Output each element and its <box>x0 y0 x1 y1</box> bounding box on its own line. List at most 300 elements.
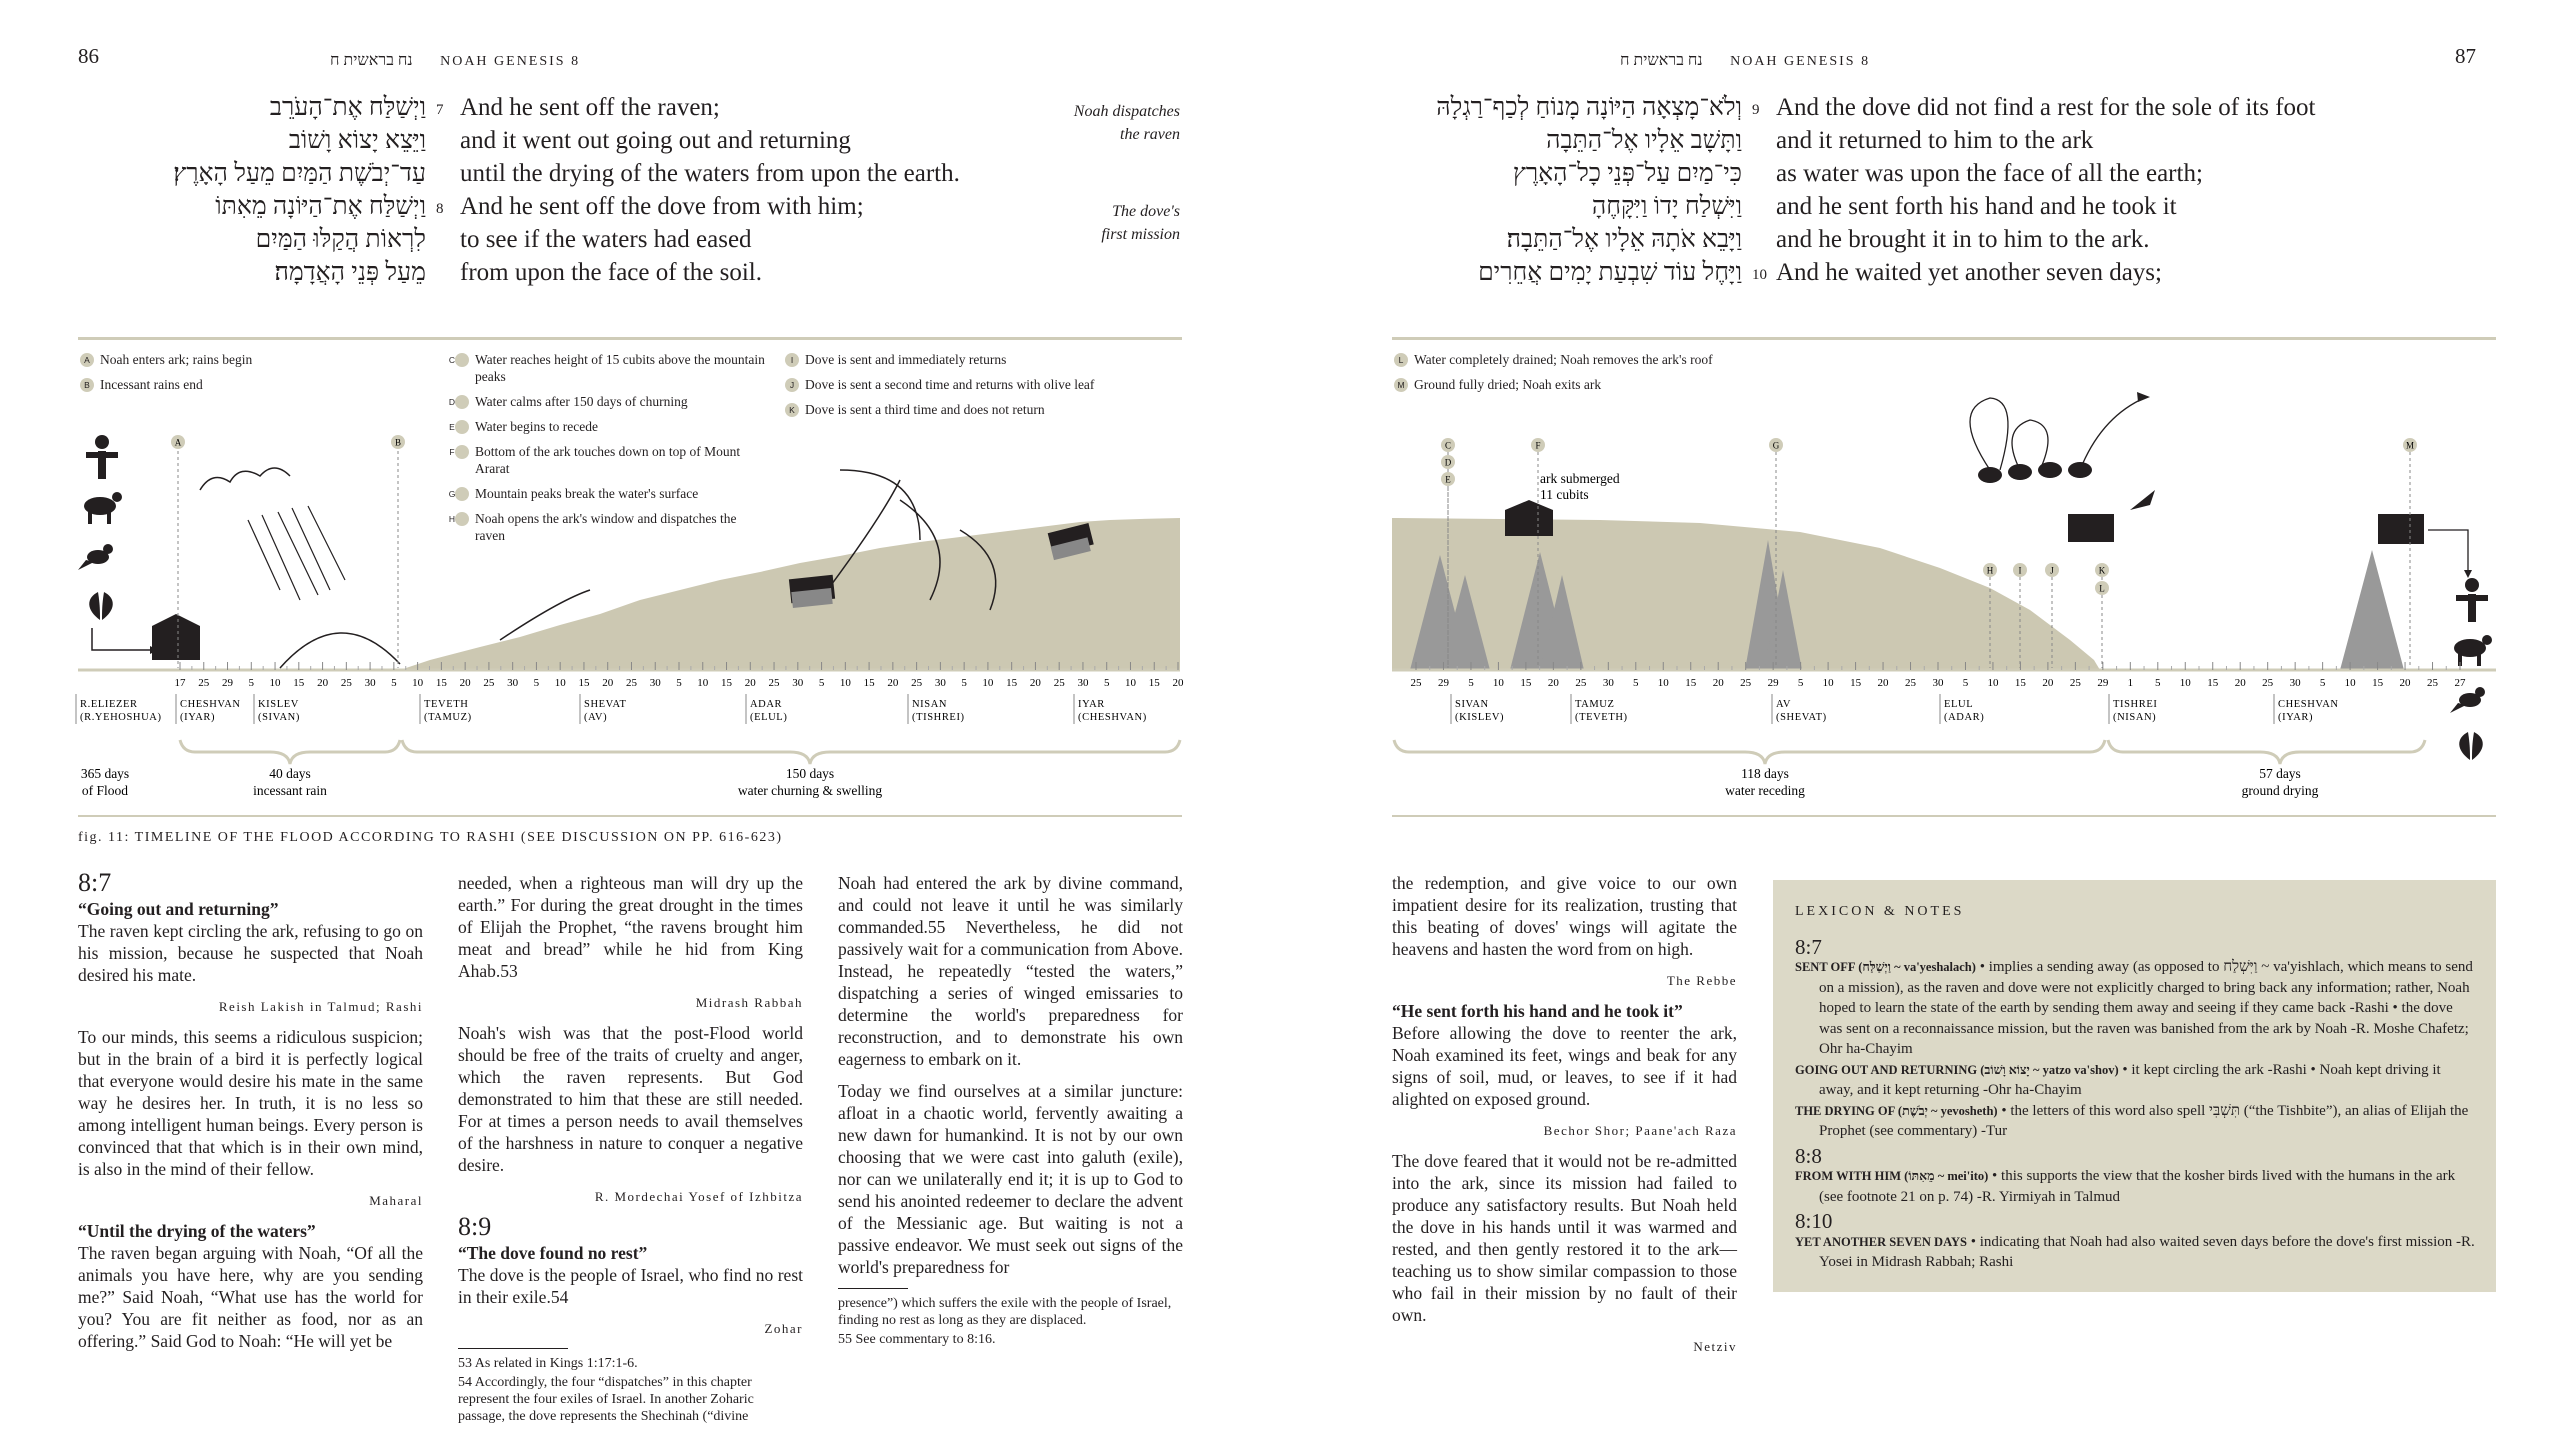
legend-text: Dove is sent a second time and returns with olive leaf <box>805 377 1095 392</box>
tick-label: 20 <box>1712 677 1724 689</box>
tick-label: 30 <box>1077 677 1089 689</box>
tick-label: 30 <box>1932 677 1944 689</box>
tick-label: 5 <box>1103 677 1110 689</box>
verse-english: and it went out going out and returning <box>460 127 851 154</box>
bird-icon <box>78 544 113 570</box>
month-label-alt: (NISAN) <box>2113 712 2157 723</box>
tick-label: 10 <box>1492 677 1504 689</box>
flood-timeline-left <box>0 420 1190 810</box>
header-hebrew: נח בראשית ח <box>330 52 413 69</box>
marker-label: C <box>1444 440 1452 451</box>
tick-label: 15 <box>2207 677 2219 689</box>
lexicon-box <box>1773 880 2496 1292</box>
commentary-column-1 <box>78 868 423 1362</box>
tick-label: 10 <box>1657 677 1669 689</box>
span-label: 57 days <box>2259 766 2301 781</box>
footnote-rule <box>838 1288 908 1289</box>
side-note-line: the raven <box>1120 126 1180 143</box>
verse-number: 10 <box>1752 267 1767 283</box>
span-brace-churning <box>402 740 1180 764</box>
lexicon-term: YET ANOTHER SEVEN DAYS <box>1795 1234 1967 1249</box>
legend-dot: D <box>455 395 469 409</box>
tick-label: 15 <box>1520 677 1532 689</box>
legend-text: Bottom of the ark touches down on top of Mount Ararat <box>475 444 741 476</box>
marker-label: L <box>2099 583 2105 594</box>
figure-top-rule <box>78 337 1182 340</box>
verse-reference: 8:9 <box>458 1212 492 1241</box>
verse-english: and he sent forth his hand and he took it <box>1776 193 2177 220</box>
rain-cloud <box>200 468 290 490</box>
tick-label: 25 <box>198 677 210 689</box>
legend-text: Incessant rains end <box>100 377 203 392</box>
span-brace-drying <box>2108 740 2425 764</box>
lexicon-definition: • the letters of this word also spell תִּשְׁבִּי (“the Tishbite”), an alias of Elijah the Prophet (see commentary) -Tur <box>1819 1102 2469 1139</box>
arrow-head <box>2464 570 2472 578</box>
legend-text: Noah opens the ark's window and dispatches the raven <box>475 511 737 543</box>
marker-label: D <box>1444 457 1452 468</box>
commentary-paragraph: Today we find ourselves at a similar juncture: afloat in a chaotic world, fervently awaiting a new dawn for humankind. It is not by our own choosing that we were cast into galuth (exile), nor can we unilaterally end it; it is up to God to send his anointed redeemer to declare the advent of the Messianic age. But waiting is not a passive endeavor. We must seek out signs of the world's preparedness for <box>838 1081 1183 1277</box>
source-attribution: R. Mordechai Yosef of Izhbitza <box>594 1189 803 1204</box>
tick-label: 20 <box>602 677 614 689</box>
commentary-heading: “Going out and returning” <box>78 899 279 919</box>
tick-label: 15 <box>1850 677 1862 689</box>
tick-label: 29 <box>1767 677 1779 689</box>
tick-label: 25 <box>1905 677 1917 689</box>
commentary-paragraph: The raven kept circling the ark, refusing to go on his mission, because he suspected that Noah desired his mate. <box>78 921 423 985</box>
tick-label: 15 <box>435 677 447 689</box>
tick-label: 5 <box>1797 677 1804 689</box>
figure-bottom-rule <box>1392 815 2496 817</box>
verse-hebrew: וְלֹא־מָצְאָה הַיּוֹנָה מָנוֹחַ לְכַף־רַגְלָהּ <box>1436 94 1742 121</box>
month-label: CHESHVAN <box>180 699 241 710</box>
human-icon <box>2456 578 2488 622</box>
footnotes <box>838 1295 1183 1348</box>
legend-dot: H <box>455 512 469 526</box>
legend-dot: E <box>455 420 469 434</box>
source-attribution: Reish Lakish in Talmud; Rashi <box>218 999 423 1014</box>
tick-label: 25 <box>1410 677 1422 689</box>
verse-number: 8 <box>436 201 444 217</box>
human-icon <box>86 435 118 479</box>
tick-label: 15 <box>721 677 733 689</box>
lexicon-entry <box>1795 1101 2475 1142</box>
tick-label: 5 <box>248 677 255 689</box>
figure-caption: fig. 11: TIMELINE OF THE FLOOD ACCORDING TO RASHI (SEE DISCUSSION ON PP. 616-623) <box>78 830 783 845</box>
tick-label: 20 <box>887 677 899 689</box>
span-label: 150 days <box>785 766 835 781</box>
tick-label: 15 <box>293 677 305 689</box>
lexicon-entry <box>1795 957 2475 1060</box>
header-latin: NOAH GENESIS 8 <box>440 54 581 69</box>
tick-label: 5 <box>391 677 397 689</box>
verse-hebrew: עַד־יְבֹשֶׁת הַמַּיִם מֵעַל הָאָרֶץ׃ <box>173 160 426 187</box>
span-brace-rain <box>180 740 400 764</box>
tick-label: 10 <box>982 677 994 689</box>
ark-icon <box>1505 500 1553 536</box>
exit-arrow <box>2428 530 2468 570</box>
span-label: incessant rain <box>253 783 327 798</box>
verse-english: from upon the face of the soil. <box>460 259 762 286</box>
marker-label: H <box>1986 565 1994 576</box>
column-body <box>838 872 1183 1278</box>
verse-english: And he waited yet another seven days; <box>1776 259 2162 286</box>
ark-submerged-label: 11 cubits <box>1540 487 1589 502</box>
tick-label: 30 <box>2289 677 2301 689</box>
month-label: TEVETH <box>424 699 469 710</box>
source-attribution: Midrash Rabbah <box>695 995 803 1010</box>
verse-english: and he brought it in to him to the ark. <box>1776 226 2150 253</box>
lexicon-term: THE DRYING OF (יְבֹשֶׁת ~ yevosheth) <box>1795 1103 1998 1118</box>
verse-hebrew: וַיְשַׁלַּח אֶת־הַיּוֹנָה מֵאִתּוֹ <box>215 193 426 220</box>
tick-label: 25 <box>625 677 637 689</box>
month-label-alt: (ELUL) <box>750 712 788 723</box>
tick-label: 30 <box>934 677 946 689</box>
span-label: of Flood <box>81 783 129 798</box>
footnote-rule <box>458 1348 568 1349</box>
tick-label: 15 <box>1006 677 1018 689</box>
month-label: ADAR <box>750 699 783 710</box>
water-mass <box>1392 518 2100 670</box>
tick-label: 10 <box>412 677 424 689</box>
legend-text: Noah enters ark; rains begin <box>100 352 253 367</box>
tick-label: 5 <box>2319 677 2326 689</box>
bird-icons <box>1978 462 2155 510</box>
footnote: 55 See commentary to 8:16. <box>838 1332 996 1347</box>
lexicon-entry <box>1795 1060 2475 1101</box>
month-label: R.ELIEZER <box>80 699 138 710</box>
commentary-heading: “He sent forth his hand and he took it” <box>1392 1001 1683 1021</box>
ark-icon <box>152 614 200 660</box>
month-label-alt: (IYAR) <box>2278 712 2314 723</box>
tick-label: 10 <box>1124 677 1136 689</box>
footnote: 53 As related in Kings 1:17:1-6. <box>458 1356 638 1371</box>
commentary-paragraph: Noah's wish was that the post-Flood world should be free of the traits of cruelty and anger, which the raven represents. But God demonstrated to him that these are still needed. For at times a person needs to avail themselves of the harshness in nature to conquer a negative desire. <box>458 1023 803 1175</box>
month-label: TISHREI <box>2113 699 2158 710</box>
tick-label: 25 <box>2427 677 2439 689</box>
column-body <box>458 872 803 1340</box>
legend-col-3 <box>785 351 1185 426</box>
ark-icon <box>2068 514 2114 542</box>
commentary-paragraph: The dove is the people of Israel, who find no rest in their exile.54 <box>458 1265 803 1307</box>
page-number-left: 86 <box>78 44 99 68</box>
marker-label-a: A <box>174 437 182 448</box>
lexicon-entry <box>1795 1166 2475 1207</box>
commentary-paragraph: To our minds, this seems a ridiculous suspicion; but in the brain of a bird it is perfectly logical that everyone would desire his mate in the same way he desires her. In truth, it is no less so among intelligent human beings. Every person is convinced that that which is in their own mind, is also in the mind of their fellow. <box>78 1027 423 1179</box>
tick-label: 15 <box>2372 677 2384 689</box>
animal-icon <box>84 492 122 524</box>
lexicon-term: GOING OUT AND RETURNING (יָצוֹא וָשׁוֹב ~ yatzo va'shov) <box>1795 1062 2119 1077</box>
legend-dot: M <box>1394 378 1408 392</box>
tick-label: 5 <box>533 677 540 689</box>
tick-label: 1 <box>2127 677 2134 689</box>
span-label: ground drying <box>2241 783 2319 798</box>
commentary-heading: “Until the drying of the waters” <box>78 1221 316 1241</box>
tick-label: 10 <box>2344 677 2356 689</box>
legend-dot: C <box>455 353 469 367</box>
span-label: water churning & swelling <box>737 783 883 798</box>
span-brace-receding <box>1394 740 2105 764</box>
verse-english: until the drying of the waters from upon the earth. <box>460 160 960 187</box>
month-label: CHESHVAN <box>2278 699 2339 710</box>
legend-dot: K <box>785 403 799 417</box>
tick-label: 20 <box>1172 677 1184 689</box>
flood-timeline-right <box>1380 380 2520 810</box>
tick-label: 10 <box>1987 677 1999 689</box>
marker-label: M <box>2405 440 2415 451</box>
legend-dot: F <box>455 445 469 459</box>
tick-label: 25 <box>1575 677 1587 689</box>
tick-label: 25 <box>768 677 780 689</box>
verse-hebrew: וַיִּשְׁלַח יָדוֹ וַיִּקָּחֶהָ <box>1591 193 1742 220</box>
marker-label-b: B <box>394 437 402 448</box>
lexicon-definition: • this supports the view that the kosher birds lived with the humans in the ark (see footnote 21 on p. 74) -R. Yirmiyah in Talmud <box>1819 1168 2456 1205</box>
tick-label: 30 <box>649 677 661 689</box>
wave-swirl <box>280 633 400 668</box>
verse-number: 9 <box>1752 102 1760 118</box>
verse-hebrew: מֵעַל פְּנֵי הָאֲדָמָה׃ <box>274 259 426 286</box>
footnote: 54 Accordingly, the four “dispatches” in this chapter represent the four exiles of Israel. In another Zoharic passage, the dove represents the Shechinah (“divine <box>458 1375 754 1424</box>
month-label-alt: (SHEVAT) <box>1776 712 1827 723</box>
verse-english: And he sent off the dove from with him; <box>460 193 864 220</box>
tick-label: 30 <box>1602 677 1614 689</box>
verse-english: And the dove did not find a rest for the sole of its foot <box>1776 94 2316 121</box>
month-label-alt: (TEVETH) <box>1575 712 1628 723</box>
commentary-paragraph: Before allowing the dove to reenter the ark, Noah examined its feet, wings and beak for any signs of soil, mud, or leaves, to see if it had alighted on exposed ground. <box>1392 1023 1737 1109</box>
tick-label: 25 <box>340 677 352 689</box>
bird-icon <box>2450 687 2485 713</box>
lexicon-verse: 8:10 <box>1795 1209 1833 1233</box>
tick-label: 15 <box>578 677 590 689</box>
lexicon-definition: • implies a sending away (as opposed to וַיִּשְׁלַח ~ va'yishlach, which means to send on a mission), as the raven and dove were not explicitly charged to bring back any information; rather, Noah hoped to learn the state of the earth by sending them away and seeing if they came back -Rashi • the dove was sent on a reconnaissance mission, but the raven was banished from the ark by Noah -R. Moshe Chafetz; Ohr ha-Chayim <box>1819 959 2473 1057</box>
month-label-alt: (IYAR) <box>180 712 216 723</box>
verse-english: as water was upon the face of all the earth; <box>1776 160 2203 187</box>
tick-label: 25 <box>483 677 495 689</box>
lexicon-notes <box>1795 902 2475 1273</box>
verse-hebrew: וַתָּשָׁב אֵלָיו אֶל־הַתֵּבָה <box>1546 127 1742 154</box>
tick-label: 27 <box>2454 677 2466 689</box>
month-label: NISAN <box>912 699 948 710</box>
commentary-column-2 <box>458 872 803 1427</box>
tick-label: 10 <box>697 677 709 689</box>
footnote: presence”) which suffers the exile with the people of Israel, finding no rest as long as they are displaced. <box>838 1296 1172 1328</box>
tick-label: 5 <box>1633 677 1639 689</box>
verse-english: And he sent off the raven; <box>460 94 720 121</box>
legend-dot: I <box>785 353 799 367</box>
lexicon-term: SENT OFF (וַיְשַׁלַּח ~ va'yeshalach) <box>1795 960 1976 974</box>
legend-dot: G <box>455 487 469 501</box>
lexicon-entry <box>1795 1232 2475 1273</box>
marker-label: J <box>2050 565 2054 576</box>
dove-flight-paths <box>1970 398 2140 470</box>
tick-label: 15 <box>863 677 875 689</box>
side-note-line: The dove's <box>1112 203 1180 220</box>
span-label: 118 days <box>1741 766 1789 781</box>
source-attribution: Maharal <box>369 1193 423 1208</box>
tick-label: 10 <box>269 677 281 689</box>
verse-number: 7 <box>436 102 444 118</box>
ark-submerged-label: ark submerged <box>1540 471 1620 486</box>
span-label: water receding <box>1725 783 1805 798</box>
month-label-alt: (CHESHVAN) <box>1078 712 1147 723</box>
legend-col-1 <box>80 351 440 401</box>
legend-text: Water reaches height of 15 cubits above the mountain peaks <box>475 352 765 384</box>
tick-label: 20 <box>2234 677 2246 689</box>
legend-dot: L <box>1394 353 1408 367</box>
tick-label: 15 <box>1148 677 1160 689</box>
month-label-alt: (R.YEHOSHUA) <box>80 712 162 723</box>
verse-english: to see if the waters had eased <box>460 226 752 253</box>
tick-label: 30 <box>792 677 804 689</box>
legend-text: Dove is sent and immediately returns <box>805 352 1007 367</box>
plant-icon <box>2459 732 2483 760</box>
ark-icon <box>789 575 835 608</box>
tick-label: 30 <box>507 677 519 689</box>
tick-label: 5 <box>1962 677 1969 689</box>
legend-dot: J <box>785 378 799 392</box>
marker-label: E <box>1445 474 1451 485</box>
commentary-paragraph: needed, when a righteous man will dry up the earth.” For during the great drought in the times of Elijah the Prophet, “the ravens brought him meat and bread” while he hid from King Ahab.53 <box>458 873 803 981</box>
running-header-left <box>330 52 580 70</box>
month-label-alt: (AV) <box>584 712 608 723</box>
tick-label: 25 <box>1740 677 1752 689</box>
tick-label: 20 <box>1877 677 1889 689</box>
source-attribution: Zohar <box>764 1321 803 1336</box>
month-label: TAMUZ <box>1575 699 1615 710</box>
verse-hebrew: וַיָּבֵא אֹתָהּ אֵלָיו אֶל־הַתֵּבָה׃ <box>1506 226 1742 253</box>
verse-hebrew: וַיְשַׁלַּח אֶת־הָעֹרֵב <box>269 94 426 121</box>
tick-label: 5 <box>818 677 825 689</box>
verse-english: and it returned to him to the ark <box>1776 127 2094 154</box>
month-label: ELUL <box>1944 699 1974 710</box>
month-group <box>76 694 1147 724</box>
month-label: AV <box>1776 699 1792 710</box>
tick-label: 29 <box>222 677 234 689</box>
footnotes <box>458 1355 803 1425</box>
legend-text: Water completely drained; Noah removes the ark's roof <box>1414 352 1713 367</box>
tick-label: 20 <box>1547 677 1559 689</box>
month-label-alt: (TAMUZ) <box>424 712 472 723</box>
commentary-column-right <box>1392 872 1737 1366</box>
month-label: SIVAN <box>1455 699 1489 710</box>
month-label: IYAR <box>1078 699 1105 710</box>
tick-label: 10 <box>554 677 566 689</box>
tick-label: 15 <box>2014 677 2026 689</box>
legend-text: Water begins to recede <box>475 419 598 434</box>
source-attribution: The Rebbe <box>1666 973 1737 988</box>
lexicon-definition: • indicating that Noah had also waited seven days before the dove's first mission -R. Yosei in Midrash Rabbah; Rashi <box>1819 1233 2475 1270</box>
tick-label: 5 <box>676 677 682 689</box>
figure-bottom-rule <box>78 815 1182 817</box>
tick-label: 25 <box>1053 677 1065 689</box>
month-label-alt: (TISHREI) <box>912 712 965 723</box>
verse-reference: 8:7 <box>78 868 112 897</box>
legend-text: Water calms after 150 days of churning <box>475 394 688 409</box>
side-note-raven <box>960 100 1180 146</box>
ark-icon <box>2378 514 2424 544</box>
tick-label: 20 <box>2399 677 2411 689</box>
span-label: 365 days <box>80 766 130 781</box>
legend-text: Ground fully dried; Noah exits ark <box>1414 377 1602 392</box>
category-icons <box>78 435 158 654</box>
tick-label: 10 <box>839 677 851 689</box>
marker-label: F <box>1535 440 1541 451</box>
verse-hebrew: לִרְאוֹת הֲקַלּוּ הַמַּיִם <box>255 226 426 253</box>
verse-hebrew: וַיֵּצֵא יָצוֹא וָשׁוֹב <box>288 127 426 154</box>
tick-label: 25 <box>911 677 923 689</box>
plant-icon <box>89 592 113 620</box>
tick-label: 30 <box>364 677 376 689</box>
tick-label: 29 <box>1437 677 1449 689</box>
tick-label: 20 <box>317 677 329 689</box>
month-label-alt: (KISLEV) <box>1455 712 1505 723</box>
marker-label: K <box>2098 565 2106 576</box>
marker-label: G <box>1772 440 1780 451</box>
animal-icon <box>2454 635 2492 666</box>
verse-hebrew: וַיָּחֶל עוֹד שִׁבְעַת יָמִים אֲחֵרִים <box>1478 259 1742 286</box>
source-attribution: Netziv <box>1693 1339 1737 1354</box>
commentary-paragraph: The dove feared that it would not be re-admitted into the ark, since its mission had failed to produce any satisfactory results. But Noah held the dove in his hands until it was warmed and rested, and then gently restored it to the ark—teaching us to show similar compassion to those who fail in their mission by no fault of their own. <box>1392 1151 1737 1325</box>
tick-label: 29 <box>2097 677 2109 689</box>
tick-label: 20 <box>1029 677 1041 689</box>
arrow-head <box>2137 392 2150 402</box>
month-label-alt: (ADAR) <box>1944 712 1985 723</box>
commentary-heading: “The dove found no rest” <box>458 1243 648 1263</box>
lexicon-term: FROM WITH HIM (מֵאִתּוֹ ~ mei'ito) <box>1795 1169 1989 1183</box>
month-label-alt: (SIVAN) <box>258 712 300 723</box>
commentary-paragraph: Noah had entered the ark by divine command, and could not leave it until he was similarly commanded.55 Nevertheless, he did not passively wait for a communication from Above. Instead, he repeatedly “tested the waters,” dispatching a series of winged emissaries to determine the world's preparedness for reconstruction, and to demonstrate his own eagerness to embark on it. <box>838 873 1183 1069</box>
lexicon-title: LEXICON & NOTES <box>1795 904 1965 919</box>
legend-text: Dove is sent a third time and does not return <box>805 402 1045 417</box>
month-label: KISLEV <box>258 699 299 710</box>
tick-label: 17 <box>174 677 186 689</box>
tick-label: 5 <box>1468 677 1474 689</box>
header-latin: NOAH GENESIS 8 <box>1730 54 1871 69</box>
running-header-right <box>1620 52 1870 70</box>
header-hebrew: נח בראשית ח <box>1620 52 1703 69</box>
tick-label: 5 <box>2155 677 2161 689</box>
tick-label: 20 <box>744 677 756 689</box>
side-note-dove <box>960 200 1180 246</box>
tick-label: 10 <box>1822 677 1834 689</box>
marker-label: I <box>2018 565 2022 576</box>
lexicon-verse: 8:8 <box>1795 1143 1822 1168</box>
commentary-paragraph: the redemption, and give voice to our own impatient desire for its realization, trusting that this beating of doves' wings will agitate the heavens and hasten the word from on high. <box>1392 873 1737 959</box>
tick-label: 25 <box>2262 677 2274 689</box>
arrow-line <box>92 628 150 650</box>
verse-hebrew: כִּי־מַיִם עַל־פְּנֵי כָל־הָאָרֶץ <box>1512 160 1742 187</box>
month-group <box>1451 694 2339 724</box>
side-note-line: Noah dispatches <box>1073 103 1180 120</box>
rain-streaks <box>248 506 345 600</box>
source-attribution: Bechor Shor; Paane'ach Raza <box>1543 1123 1737 1138</box>
month-label: SHEVAT <box>584 699 627 710</box>
span-label: 40 days <box>269 766 311 781</box>
tick-label: 20 <box>2042 677 2054 689</box>
commentary-column-3 <box>838 872 1183 1350</box>
side-note-line: first mission <box>1101 226 1180 243</box>
tick-label: 10 <box>2179 677 2191 689</box>
lexicon-definition: • it kept circling the ark -Rashi • Noah kept driving it away, and it kept returning -Ohr ha-Chayim <box>1819 1061 2441 1098</box>
tick-label: 25 <box>2069 677 2081 689</box>
figure-top-rule <box>1392 337 2496 340</box>
tick-label: 15 <box>1685 677 1697 689</box>
legend-dot: B <box>80 378 94 392</box>
legend-dot: A <box>80 353 94 367</box>
legend-text: Mountain peaks break the water's surface <box>475 486 699 501</box>
page-number-right: 87 <box>2455 44 2476 68</box>
tick-label: 20 <box>459 677 471 689</box>
tick-label: 5 <box>961 677 967 689</box>
